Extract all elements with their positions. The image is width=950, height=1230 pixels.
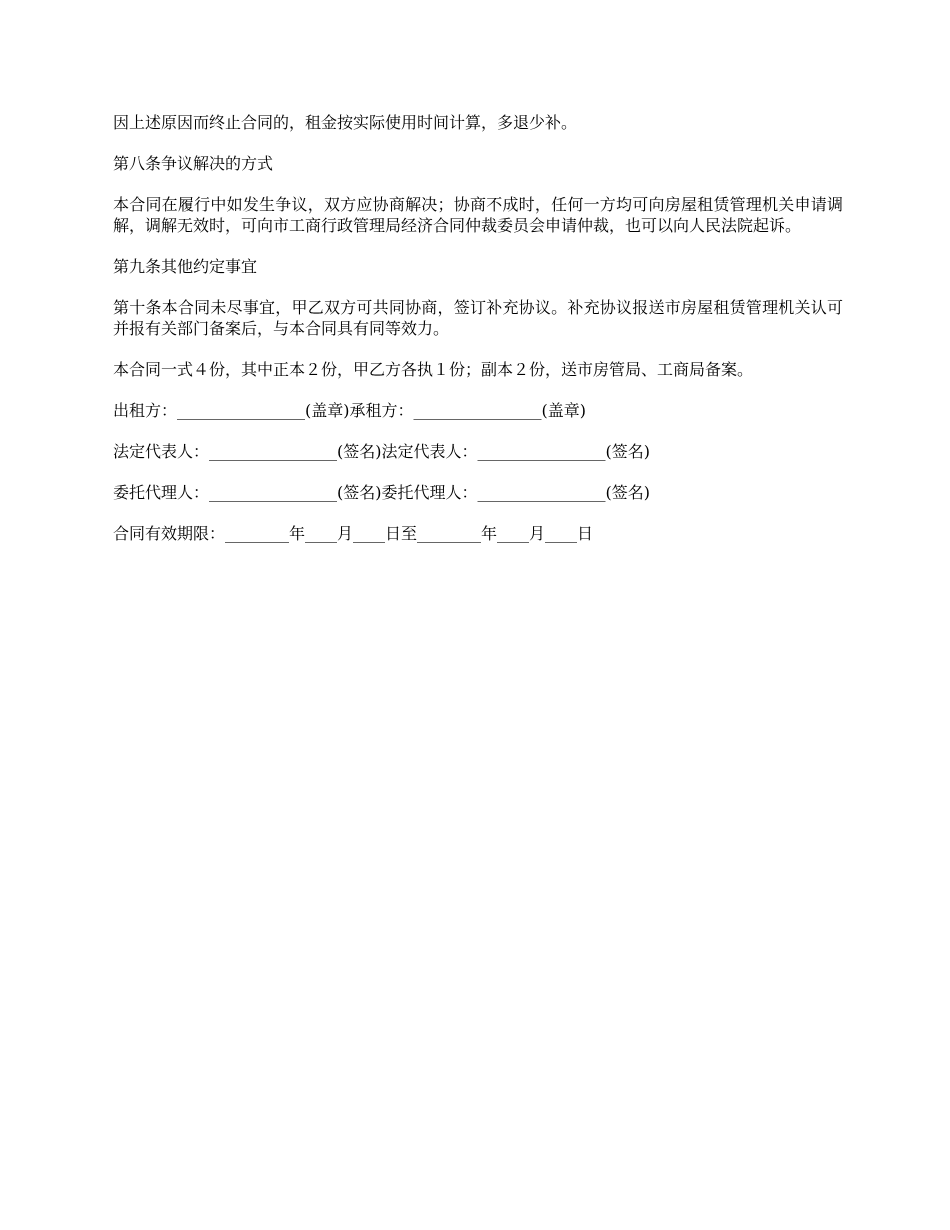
contract-validity-period: 合同有效期限：________年____月____日至________年____月____日: [113, 524, 594, 543]
paragraph-copies: 本合同一式４份，其中正本２份，甲乙方各执１份；副本２份，送市房管局、工商局备案。: [113, 360, 754, 379]
signature-line-legal-representatives: 法定代表人：________________(签名)法定代表人：________________(签名): [113, 442, 650, 461]
paragraph-termination-rent: 因上述原因而终止合同的，租金按实际使用时间计算，多退少补。: [113, 113, 578, 132]
paragraph-dispute-resolution: 本合同在履行中如发生争议，双方应协商解决；协商不成时，任何一方均可向房屋租赁管理机关申请调解，调解无效时，可向市工商行政管理局经济合同仲裁委员会申请仲裁，也可以向人民法院起诉。: [113, 195, 843, 235]
signature-line-agents: 委托代理人：________________(签名)委托代理人：________________(签名): [113, 483, 650, 502]
heading-article-9: 第九条其他约定事宜: [113, 257, 258, 276]
document-body: [113, 112, 843, 564]
heading-article-8: 第八条争议解决的方式: [113, 154, 274, 173]
signature-line-parties: 出租方：________________(盖章)承租方：________________(盖章): [113, 401, 586, 420]
paragraph-article-10: 第十条本合同未尽事宜，甲乙双方可共同协商，签订补充协议。补充协议报送市房屋租赁管理机关认可并报有关部门备案后，与本合同具有同等效力。: [113, 298, 843, 338]
